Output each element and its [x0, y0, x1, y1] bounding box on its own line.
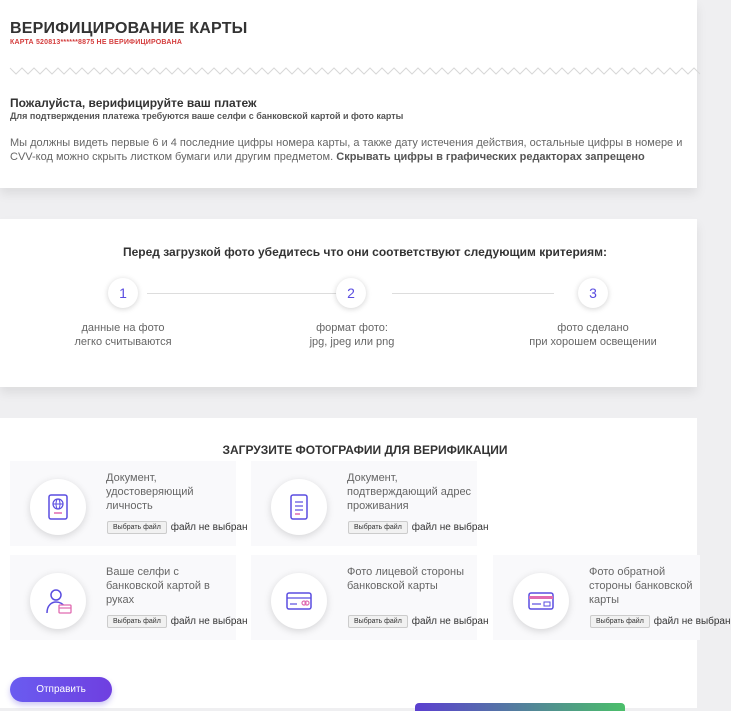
document-icon [271, 479, 327, 535]
step-3-label-line2: при хорошем освещении [529, 336, 657, 348]
upload-tile-card-back [493, 555, 731, 640]
file-input-selfie[interactable] [107, 615, 248, 628]
upload-tile-selfie [10, 555, 248, 640]
card-back-icon [513, 573, 569, 629]
choose-file-button[interactable]: Выбрать файл [590, 615, 650, 628]
verification-header-card [0, 0, 697, 188]
bottom-progress-bar [415, 703, 625, 711]
step-connector [392, 293, 554, 294]
step-2-label-line2: jpg, jpeg или png [309, 336, 395, 348]
criteria-title: Перед загрузкой фото убедитесь что они соответствуют следующим критериям: [122, 245, 608, 259]
intro-heading: Пожалуйста, верифицируйте ваш платеж [10, 96, 257, 110]
step-3-label-line1: фото сделано [557, 322, 629, 334]
intro-paragraph-text: Мы должны видеть первые 6 и 4 последние цифры номера карты, а также дату истечения действия, остальные цифры в номере и CVV-код можно скрыть листком бумаги или другим предметом. [10, 137, 683, 163]
step-1-label-line1: данные на фото [81, 322, 165, 334]
no-file-text: файл не выбран [170, 616, 248, 628]
no-file-text: файл не выбран [653, 616, 731, 628]
passport-icon [30, 479, 86, 535]
upload-label-card-front: Фото лицевой стороны банковской карты [347, 566, 464, 592]
card-front-icon [271, 573, 327, 629]
upload-title: ЗАГРУЗИТЕ ФОТОГРАФИИ ДЛЯ ВЕРИФИКАЦИИ [222, 443, 508, 457]
upload-label-address: Документ, подтверждающий адрес проживания [347, 472, 472, 512]
step-connector [147, 293, 337, 294]
criteria-card [0, 219, 697, 387]
page-title: ВЕРИФИЦИРОВАНИЕ КАРТЫ [10, 20, 248, 37]
no-file-text: файл не выбран [411, 616, 489, 628]
no-file-text: файл не выбран [411, 522, 489, 534]
intro-paragraph [10, 136, 700, 164]
choose-file-button[interactable]: Выбрать файл [107, 521, 167, 534]
upload-card [0, 418, 731, 708]
file-input-address[interactable] [348, 521, 489, 534]
file-input-identity[interactable] [107, 521, 248, 534]
step-3-label [513, 321, 673, 349]
choose-file-button[interactable]: Выбрать файл [107, 615, 167, 628]
step-2-label [272, 321, 432, 349]
upload-label-card-back: Фото обратной стороны банковской карты [589, 566, 693, 606]
step-3-circle: 3 [578, 278, 608, 308]
upload-tile-address [251, 461, 489, 546]
no-file-text: файл не выбран [170, 522, 248, 534]
intro-subheading: Для подтверждения платежа требуются ваше селфи с банковской картой и фото карты [10, 111, 404, 121]
file-input-card-front[interactable] [348, 615, 489, 628]
file-input-card-back[interactable] [590, 615, 731, 628]
choose-file-button[interactable]: Выбрать файл [348, 615, 408, 628]
upload-tile-identity [10, 461, 248, 546]
card-status: КАРТА 520813******8875 НЕ ВЕРИФИЦИРОВАНА [10, 39, 183, 46]
step-1-label [43, 321, 203, 349]
upload-label-selfie: Ваше селфи с банковской картой в руках [106, 566, 210, 606]
upload-label-identity: Документ, удостоверяющий личность [106, 472, 194, 512]
step-2-label-line1: формат фото: [316, 322, 388, 334]
step-2-circle: 2 [336, 278, 366, 308]
zigzag-divider [10, 64, 700, 78]
step-1-label-line2: легко считываются [74, 336, 172, 348]
intro-paragraph-bold: Скрывать цифры в графических редакторах запрещено [336, 151, 645, 163]
upload-tile-card-front [251, 555, 489, 640]
choose-file-button[interactable]: Выбрать файл [348, 521, 408, 534]
step-1-circle: 1 [108, 278, 138, 308]
submit-button[interactable]: Отправить [10, 677, 112, 702]
selfie-card-icon [30, 573, 86, 629]
